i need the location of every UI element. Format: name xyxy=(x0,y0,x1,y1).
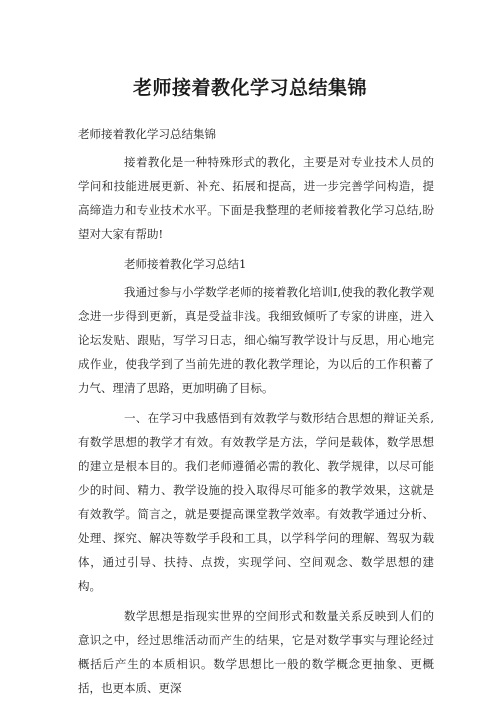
document-body xyxy=(78,122,434,706)
document-subtitle: 老师接着教化学习总结集锦 xyxy=(78,127,216,141)
intro-paragraph: 接着教化是一种特殊形式的教化，主要是对专业技术人员的学问和技能进展更新、补充、拓展和提高，进一步完善学问构造，提高缔造力和专业技术水平。下面是我整理的老师接着教化学习总结,盼望对大家有帮助! xyxy=(78,155,434,241)
section-heading: 老师接着教化学习总结1 xyxy=(124,257,247,271)
document-title: 老师接着教化学习总结集锦 xyxy=(132,77,367,99)
paragraph-2: 一、在学习中我感悟到有效教学与数形结合思想的辩证关系,有数学思想的教学才有效。有效教学是方法，学问是载体，数学思想的建立是根本目的。我们老师遵循必需的教化、教学规律，以尽可能少的时间、精力、教学设施的投入取得尽可能多的教学效果，这就是有效教学。简言之，就是要提高课堂教学效率。有效教学通过分析、处理、探究、解决等数学手段和工具，以学科学问的理解、驾驭为载体，通过引导、扶持、点拨，实现学问、空间观念、数学思想的建构。 xyxy=(78,411,434,593)
paragraph-1: 我通过参与小学数学老师的接着教化培训I,使我的教化教学观念进一步得到更新，真是受益非浅。我细致倾听了专家的讲座，进入论坛发贴、跟贴，写学习日志，细心编写教学设计与反思，用心地完成作业，使我学到了当前先进的教化教学理论，为以后的工作积蓄了力气、理清了思路，更加明确了目标。 xyxy=(78,285,434,395)
paragraph-3: 数学思想是指现实世界的空间形式和数量关系反映到人们的意识之中，经过思维活动而产生的结果，它是对数学事实与理论经过概括后产生的本质相识。数学思想比一般的数学概念更抽象、更概括，也更本质、更深 xyxy=(78,609,434,695)
